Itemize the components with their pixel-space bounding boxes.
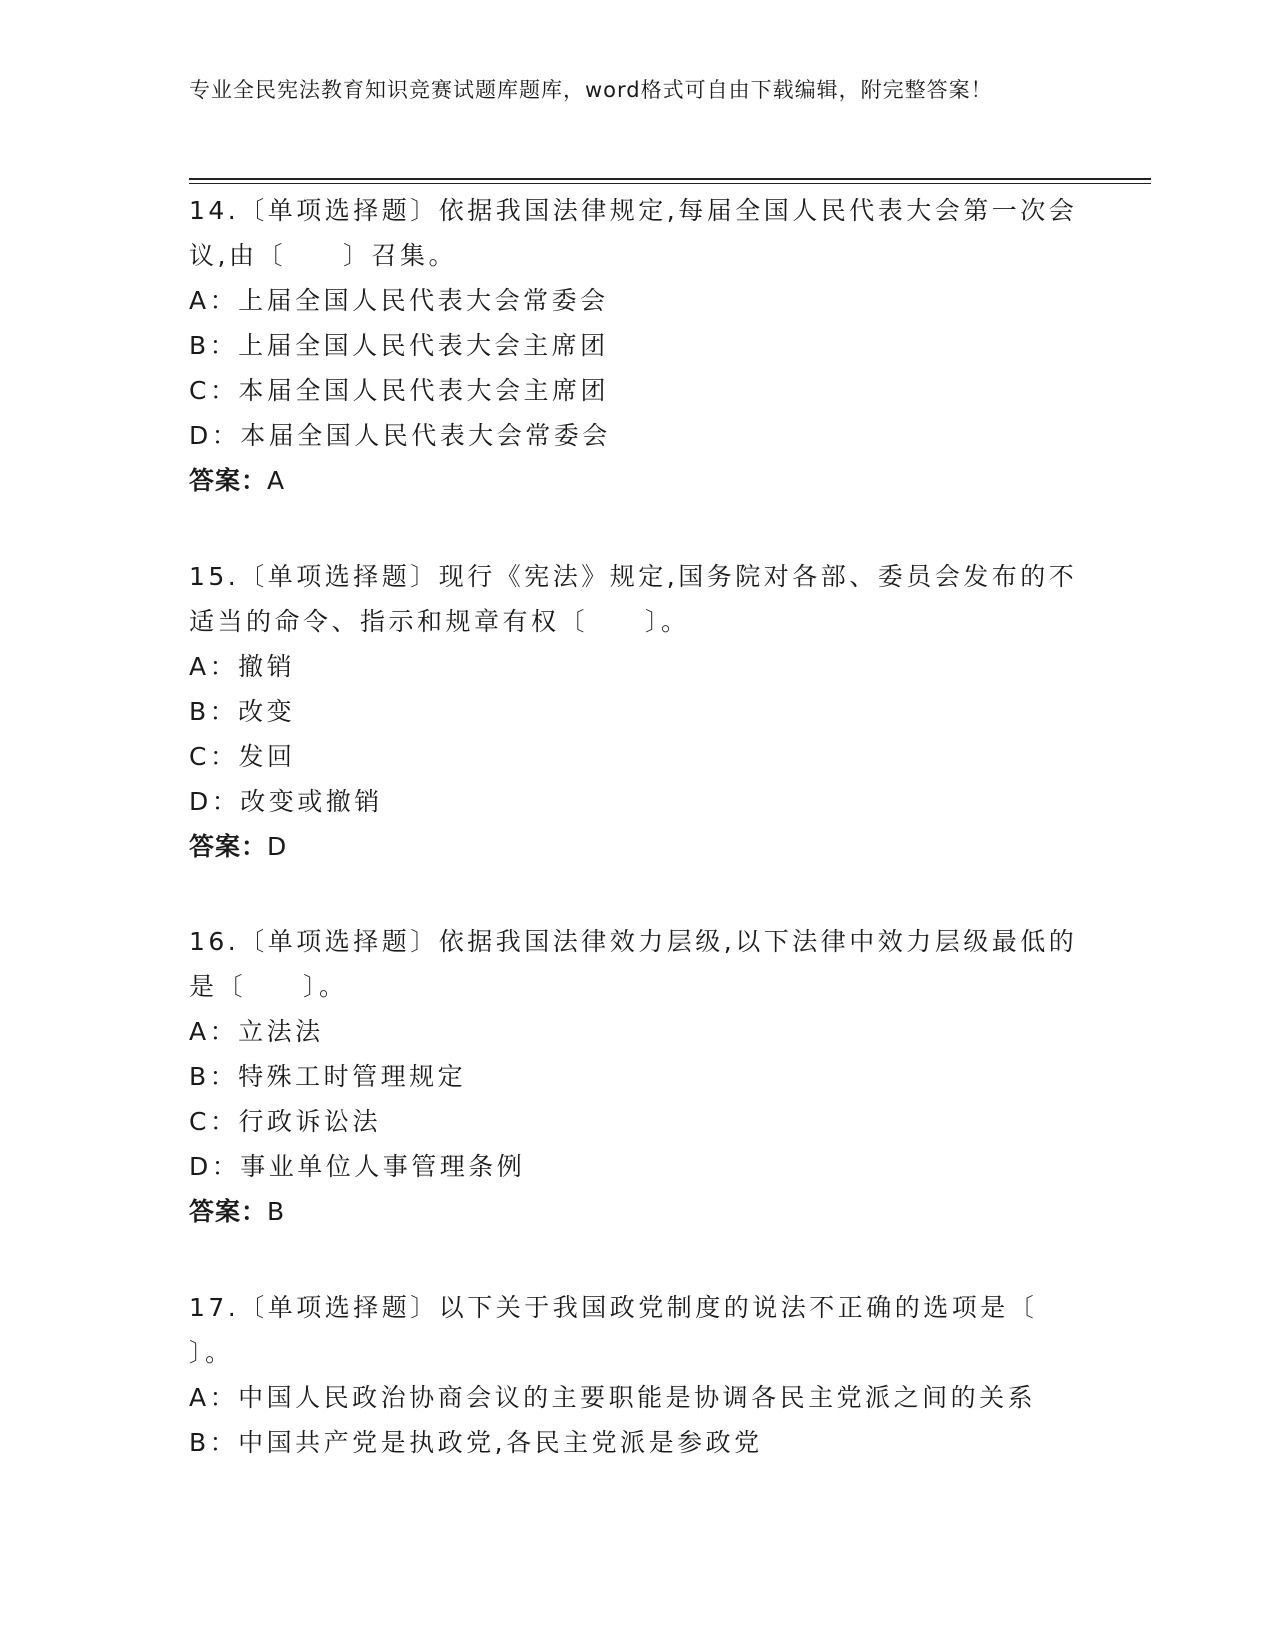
question-16 [189,919,1089,1234]
answer-line [189,458,1089,503]
option-b: B：特殊工时管理规定 [189,1062,467,1091]
option-d: D：事业单位人事管理条例 [189,1152,526,1181]
question-15 [189,554,1089,869]
question-stem: 14.〔单项选择题〕依据我国法律规定,每届全国人民代表大会第一次会议,由〔 〕召集。 [189,196,1078,270]
answer-value: D [267,832,288,861]
answer-label: 答案： [189,1197,268,1226]
option-a: A：上届全国人民代表大会常委会 [189,286,609,315]
option-b: B：中国共产党是执政党,各民主党派是参政党 [189,1428,763,1457]
option-d: D：本届全国人民代表大会常委会 [189,421,611,450]
header-divider-thin [189,183,1151,184]
question-stem: 16.〔单项选择题〕依据我国法律效力层级,以下法律中效力层级最低的是〔 〕。 [189,927,1078,1001]
answer-value: B [267,1197,286,1226]
question-stem: 17.〔单项选择题〕以下关于我国政党制度的说法不正确的选项是〔 〕。 [189,1293,1095,1367]
option-a: A：立法法 [189,1017,324,1046]
option-a: A：撤销 [189,652,296,681]
question-17 [189,1285,1095,1465]
option-b: B：改变 [189,697,296,726]
option-b: B：上届全国人民代表大会主席团 [189,331,609,360]
option-d: D：改变或撤销 [189,787,383,816]
question-14 [189,188,1089,503]
answer-label: 答案： [189,466,268,495]
option-a: A：中国人民政治协商会议的主要职能是协调各民主党派之间的关系 [189,1383,1037,1412]
answer-value: A [267,466,286,495]
header-divider-thick [189,178,1151,180]
question-stem: 15.〔单项选择题〕现行《宪法》规定,国务院对各部、委员会发布的不适当的命令、指示和规章有权〔 〕。 [189,562,1078,636]
answer-line [189,824,1089,869]
answer-line [189,1189,1089,1234]
option-c: C：本届全国人民代表大会主席团 [189,376,609,405]
option-c: C：行政诉讼法 [189,1107,381,1136]
option-c: C：发回 [189,742,296,771]
answer-label: 答案： [189,832,268,861]
document-header: 专业全民宪法教育知识竞赛试题库题库，word格式可自由下载编辑，附完整答案！ [189,78,993,102]
